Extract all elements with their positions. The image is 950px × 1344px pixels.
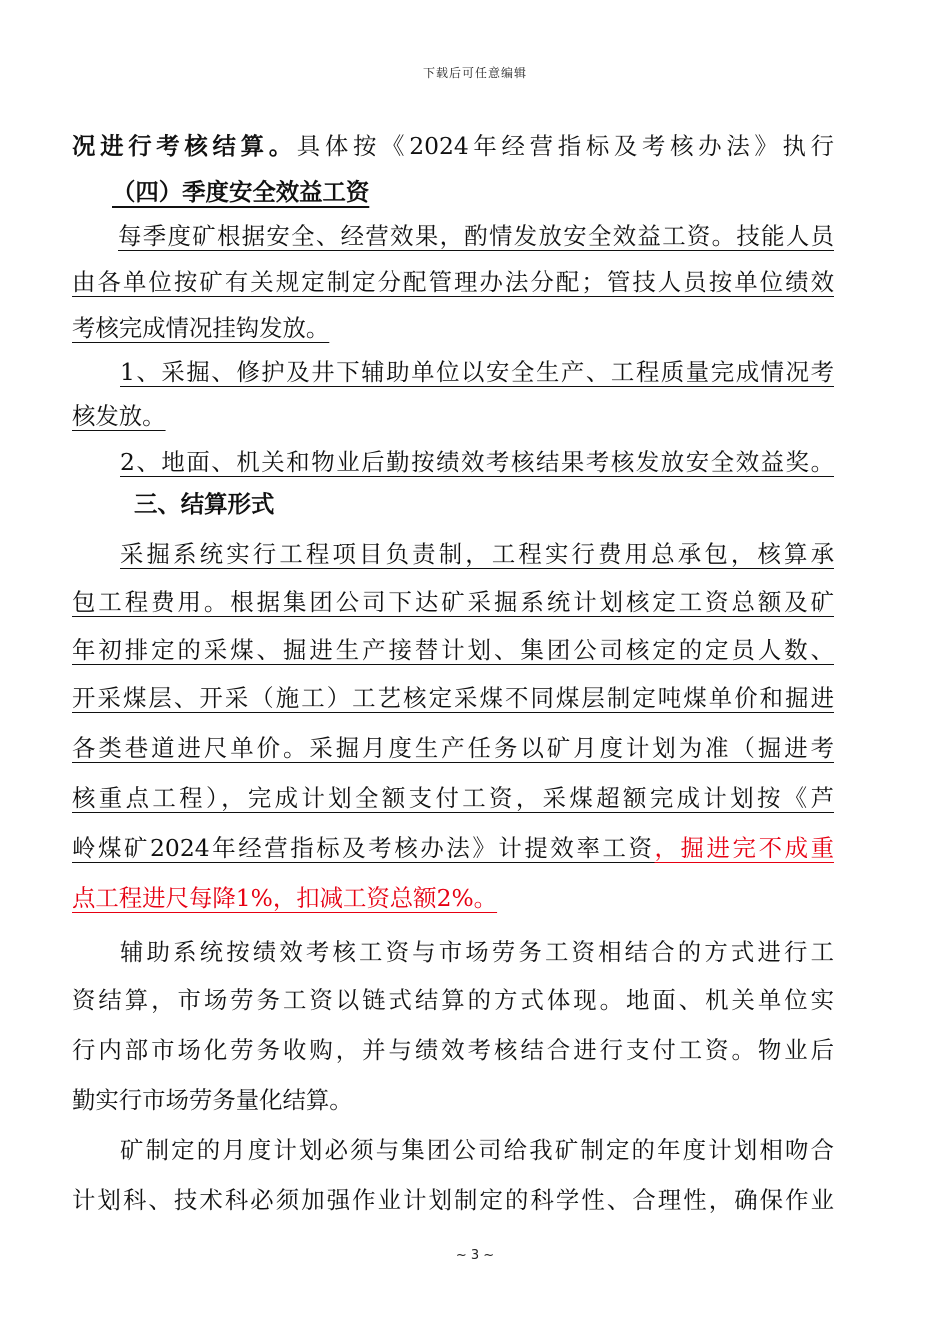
body-line: [72, 396, 834, 436]
body-text: 各类巷道进尺单价。采掘月度生产任务以矿月度计划为准（掘进考: [72, 734, 834, 762]
body-line: [120, 1130, 834, 1170]
body-text: 开采煤层、开采（施工）工艺核定采煤不同煤层制定吨煤单价和掘进: [72, 684, 834, 712]
body-line: [72, 262, 834, 302]
body-text: 资结算，市场劳务工资以链式结算的方式体现。地面、机关单位实: [72, 986, 834, 1014]
body-line: [120, 352, 834, 392]
body-text: 年初排定的采煤、掘进生产接替计划、集团公司核定的定员人数、: [72, 636, 834, 664]
body-text: 核重点工程），完成计划全额支付工资，采煤超额完成计划按《芦: [72, 784, 834, 812]
body-text: 核发放。: [72, 402, 166, 430]
body-line: [72, 1180, 834, 1220]
body-line: [72, 728, 834, 768]
body-text: 勤实行市场劳务量化结算。: [72, 1086, 353, 1114]
body-line: [120, 932, 834, 972]
body-text: 2、地面、机关和物业后勤按绩效考核结果考核发放安全效益奖。: [120, 448, 834, 476]
section-heading-3: 三、结算形式: [134, 490, 275, 518]
highlighted-text: 点工程进尺每降1%，扣减工资总额2%。: [72, 884, 498, 912]
body-line: [72, 778, 834, 818]
body-text: 岭煤矿2024年经营指标及考核办法》计提效率工资: [72, 834, 655, 862]
body-line: [72, 582, 834, 622]
body-text: 辅助系统按绩效考核工资与市场劳务工资相结合的方式进行工: [120, 938, 834, 966]
body-line: [72, 678, 834, 718]
page-number: ~ 3 ~: [455, 1248, 495, 1263]
page-header: 下载后可任意编辑: [422, 66, 527, 80]
body-text: 计划科、技术科必须加强作业计划制定的科学性、合理性，确保作业: [72, 1186, 834, 1214]
body-text: 考核完成情况挂钩发放。: [72, 314, 330, 342]
body-line: [72, 980, 834, 1020]
body-line: [118, 216, 834, 256]
body-text: 1、采掘、修护及井下辅助单位以安全生产、工程质量完成情况考: [120, 358, 834, 386]
section-heading-4: （四）季度安全效益工资: [112, 178, 370, 206]
body-line: [72, 1080, 834, 1120]
body-line: [72, 630, 834, 670]
body-line: [72, 308, 834, 348]
body-text: 采掘系统实行工程项目负责制，工程实行费用总承包，核算承: [120, 540, 834, 568]
body-line: [120, 534, 834, 574]
highlighted-text: ，掘进完不成重: [654, 834, 834, 862]
body-line: [120, 442, 834, 482]
body-text: 包工程费用。根据集团公司下达矿采掘系统计划核定工资总额及矿: [72, 588, 834, 616]
body-line: [72, 1030, 834, 1070]
body-text: 矿制定的月度计划必须与集团公司给我矿制定的年度计划相吻合: [120, 1136, 834, 1164]
body-line: [72, 878, 834, 918]
body-text: 由各单位按矿有关规定制定分配管理办法分配；管技人员按单位绩效: [72, 268, 834, 296]
body-line: [72, 828, 834, 868]
body-text: 行内部市场化劳务收购，并与绩效考核结合进行支付工资。物业后: [72, 1036, 834, 1064]
body-text: 每季度矿根据安全、经营效果，酌情发放安全效益工资。技能人员: [118, 222, 834, 250]
body-line: [72, 126, 834, 166]
body-text: 具体按《2024年经营指标及考核办法》执行: [296, 132, 834, 160]
bold-phrase: 况进行考核结算。: [72, 132, 297, 160]
